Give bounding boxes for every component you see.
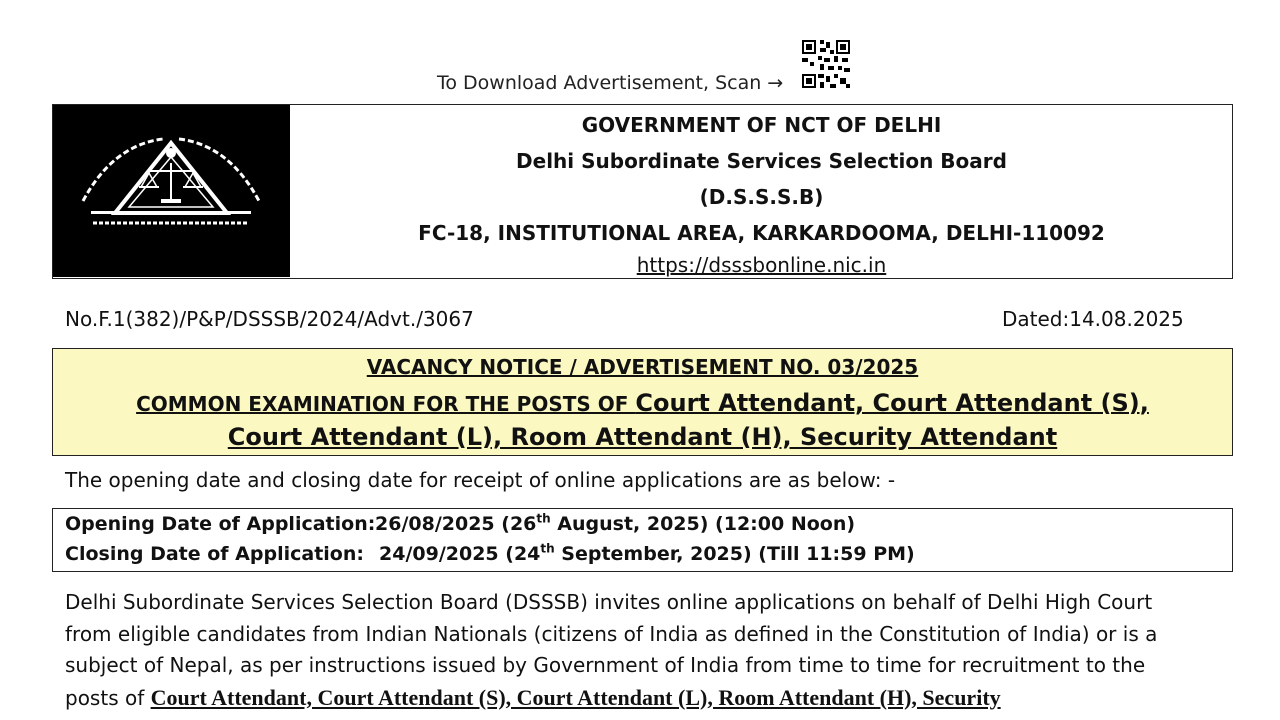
dates-intro: The opening date and closing date for receipt of online applications are as below: - bbox=[65, 468, 896, 492]
examination-title bbox=[53, 389, 1232, 417]
vacancy-notice-box bbox=[52, 348, 1233, 456]
body-line-3: subject of Nepal, as per instructions issued by Government of India from time to time for recruitment to the bbox=[65, 653, 1146, 677]
header-box bbox=[52, 104, 1233, 279]
opening-date-label: Opening Date of Application: bbox=[65, 513, 376, 535]
closing-date-row bbox=[65, 543, 915, 565]
dsssb-logo bbox=[53, 105, 290, 277]
examination-prefix: COMMON EXAMINATION FOR THE POSTS OF bbox=[136, 392, 636, 416]
body-line-4-prefix: posts of bbox=[65, 685, 151, 710]
board-abbreviation: (D.S.S.S.B) bbox=[699, 185, 824, 209]
qr-code-icon[interactable] bbox=[800, 38, 852, 90]
notice-date: Dated:14.08.2025 bbox=[1002, 307, 1184, 331]
posts-list-part2: Court Attendant (L), Room Attendant (H), Security Attendant bbox=[227, 423, 1058, 451]
reference-number: No.F.1(382)/P&P/DSSSB/2024/Advt./3067 bbox=[65, 307, 474, 331]
opening-date-row bbox=[65, 513, 855, 535]
application-dates-box bbox=[52, 508, 1233, 572]
opening-date-rest: August, 2025) (12:00 Noon) bbox=[550, 513, 856, 535]
board-address: FC-18, INSTITUTIONAL AREA, KARKARDOOMA, DELHI-110092 bbox=[418, 221, 1105, 245]
posts-list-part1: Court Attendant, Court Attendant (S), bbox=[635, 389, 1149, 417]
closing-date-value: 24/09/2025 (24 bbox=[379, 543, 541, 565]
scan-instruction: To Download Advertisement, Scan → bbox=[437, 72, 784, 94]
body-posts-list: Court Attendant, Court Attendant (S), Court Attendant (L), Room Attendant (H), Security bbox=[150, 684, 1001, 710]
closing-date-label: Closing Date of Application: bbox=[65, 543, 364, 565]
scan-row bbox=[0, 38, 1280, 94]
body-line-2: from eligible candidates from Indian Nationals (citizens of India as defined in the Constitution of India) or is a bbox=[65, 621, 1158, 646]
dsssb-emblem-icon bbox=[53, 105, 290, 277]
body-line-4 bbox=[65, 682, 1227, 715]
body-line-1: Delhi Subordinate Services Selection Board (DSSSB) invites online applications on behalf of Delhi High Court bbox=[65, 590, 1153, 614]
body-paragraph bbox=[65, 587, 1227, 714]
board-name: Delhi Subordinate Services Selection Board bbox=[516, 149, 1007, 173]
opening-date-value: 26/08/2025 (26 bbox=[375, 513, 537, 535]
government-title: GOVERNMENT OF NCT OF DELHI bbox=[581, 113, 942, 137]
closing-date-rest: September, 2025) (Till 11:59 PM) bbox=[554, 543, 915, 565]
header-text bbox=[291, 105, 1232, 277]
closing-date-sup: th bbox=[540, 541, 555, 556]
advertisement-title: VACANCY NOTICE / ADVERTISEMENT NO. 03/2025 bbox=[366, 355, 919, 379]
website-link[interactable]: https://dsssbonline.nic.in bbox=[636, 253, 887, 277]
opening-date-sup: th bbox=[536, 511, 551, 526]
